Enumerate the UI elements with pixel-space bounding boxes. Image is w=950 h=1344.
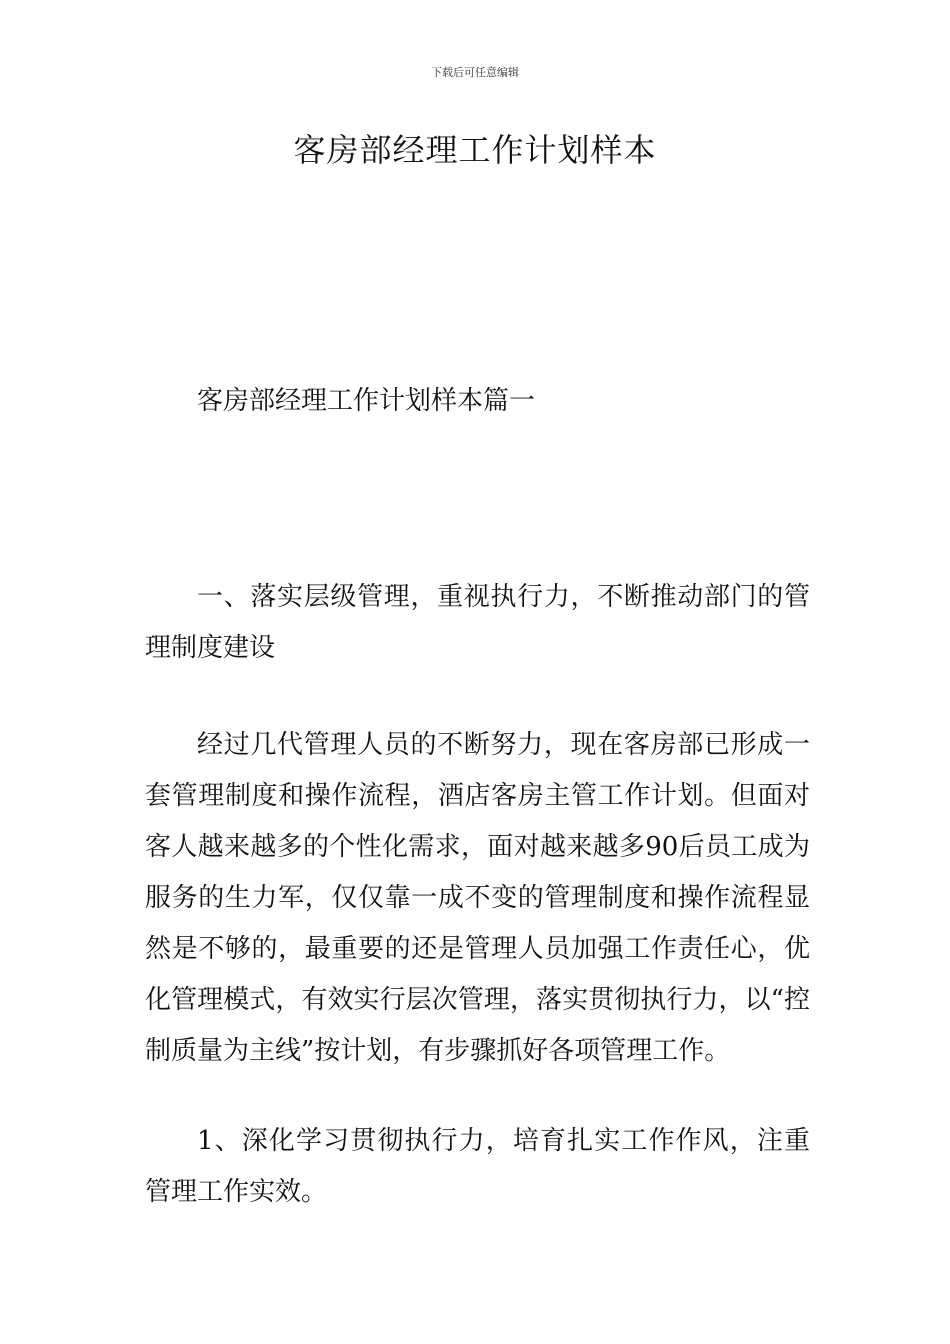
sub-heading: 1、深化学习贯彻执行力，培育扎实工作作风，注重管理工作实效。 xyxy=(145,1126,810,1207)
header-note: 下载后可任意编辑 xyxy=(431,66,519,79)
section-title: 客房部经理工作计划样本篇一 xyxy=(197,386,536,416)
section-heading: 一、落实层级管理，重视执行力，不断推动部门的管理制度建设 xyxy=(145,582,810,663)
page-title: 客房部经理工作计划样本 xyxy=(293,131,657,169)
body-paragraph: 经过几代管理人员的不断努力，现在客房部已形成一套管理制度和操作流程，酒店客房主管工作计划。但面对客人越来越多的个性化需求，面对越来越多90后员工成为服务的生力军，仅仅靠一成不变的管理制度和操作流程显然是不够的，最重要的还是管理人员加强工作责任心，优化管理模式，有效实行层次管理，落实贯彻执行力，以“控制质量为主线”按计划，有步骤抓好各项管理工作。 xyxy=(145,730,810,1066)
